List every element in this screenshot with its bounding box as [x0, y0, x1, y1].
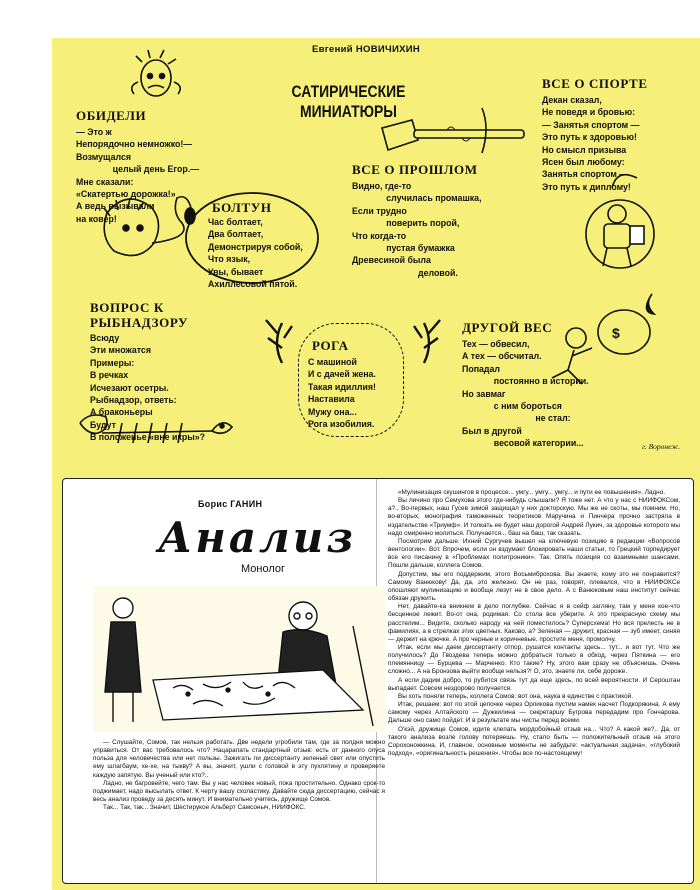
story-title: Анализ [158, 513, 357, 562]
section-text-rybnadzor: Всюду Эти множатся Примеры: В речках Исчезают осетры. Рыбнадзор, ответь: А браконьеры Будут В положенье «вне икры»? [90, 333, 205, 443]
schema-cartoon [93, 586, 385, 732]
section-text-proshlom: Видно, где-то случилась промашка, Если трудно поверить порой, Что когда-то пустая бумажка Древесиной была деловой. [352, 181, 482, 278]
left-paragraph: — Слушайте, Сомов, так нельзя работать. Две недели угробили там, где за полдня можно управиться. От вас требовалось что? Нацарапать стандартный отзыв: есть от данного опуса польза для человечества или нет пользы. Зажигать ли диссертанту зеленый свет или опустить ему шлагбаум, хе-хе, на тыкву? А вы, значит, ушли с головой в эту пухлятину и проверяете каждую запятую. Вы ученый или кто?.. [93, 739, 385, 779]
right-paragraph: Допустим, мы его поддержим, этого Восьмиброхова. Вы знаете, кому это не понравится? Самому Ванюкову! Да, да, это железно. Он не раз, говорят, плевался, что в НИИФОКСе опошляют мулинизацию и вообще лезут не в свое дело. А с Ванюковым наш институт сейчас обязан дружить. [388, 570, 680, 603]
right-paragraph: Вы хоть поняли теперь, коллега Сомов: вот она, наука в единстве с практикой. [398, 692, 633, 700]
bottom-author: Борис ГАНИН [198, 499, 263, 509]
right-column [388, 489, 680, 758]
main-title: САТИРИЧЕСКИЕ МИНИАТЮРЫ [291, 82, 406, 121]
section-text-sport: Декан сказал, Не поведя и бровью: — Занятья спортом — Это путь к здоровью! Но смысл призыва Ясен был любому: Занятья спортом — Это путь к диплому! [542, 95, 640, 192]
left-paragraph: Так... Так, так... Значит, Шестирукое Альберт Самсоныч, НИИФОКС. [103, 804, 306, 812]
section-title-rybnadzor: ВОПРОС К РЫБНАДЗОРУ [90, 300, 189, 330]
right-paragraph: Посмотрим дальше. Ихний Сургучев вышел на ключевую позицию в редакции «Вопросов вентологии». Вот. Впрочем, если он вздумает блокировать наши статьи, то Грецкий торпедирует все его писанину в «Проблемах политроники». Так. Опять позиция со взаимными шансами. Пошли дальше, коллега Сомов. [388, 537, 680, 570]
section-text-boltun: Час болтает, Два болтает, Демонстрируя собой, Что язык, Увы, бывает Ахиллесовой пятой. [208, 217, 303, 290]
right-paragraph: О'кэй, дружище Сомов, идите клепать мордобойный отзыв на... Что? А какой же?.. Да, от такого анализа возле голову потеряешь. Ну, стало быть — положительный отзыв на этого Сорохоножкина. И, главное, основные моменты не забудьте: «актуальная задача», «глубокий подход», «оригинальность решения». Чтобы все по-настоящему! [388, 725, 680, 757]
section-title-drugoy-ves: ДРУГОЙ ВЕС [462, 320, 553, 335]
right-paragraph: Вы личино про Семухова этого где-нибудь слышали? Я тоже нет. А что у нас с НИИФОКСом, а?.. Во-первых, наш Гусев зимой защищал у них докторскую. Мы же не скоты, мы помним. Но, во-вторых, монография таможенных теоретиков Маручина и Пинчера прочно застряла в издательстве «Триумф». И толкать ее будет наш дорогой Андрей Лукич, за здоровье которого мы надо смиренно молиться. Получается... баш на баш, так сказать. [388, 497, 680, 537]
analiz-panel [52, 466, 700, 890]
svg-text:$: $ [612, 325, 620, 341]
right-paragraph: А если дадим добро, то рубится связь тут да еще здесь, по всей вероятности. И Сероштан выпадает. Совсем нездорово получается. [388, 676, 680, 692]
section-text-drugoy-ves: Тех — обвесил, А тех — обсчитал. Попадал постоянно в истории. Но завмаг с ним бороться не стал: Был в другой весовой категории... [462, 339, 589, 449]
section-title-sport: ВСЕ О СПОРТЕ [542, 76, 648, 91]
section-title-obideli: ОБИДЕЛИ [76, 108, 147, 123]
story-subtitle: Монолог [241, 563, 286, 575]
satire-panel [52, 38, 700, 466]
grumpy-face-icon [132, 50, 181, 96]
left-column [93, 739, 385, 812]
section-title-roga: РОГА [312, 338, 349, 353]
axe-icon [382, 108, 524, 153]
section-title-proshlom: ВСЕ О ПРОШЛОМ [352, 162, 478, 177]
top-author: Евгений НОВИЧИХИН [312, 44, 421, 55]
right-paragraph: Итак, если мы даем диссертанту отпор, рушатся контакты здесь... тут... и вот тут. Что же получилось? До Гвоздева теперь можно добраться только в обход, через Пяткина — его племянницу — Бурцева — Марченко. Кто такие? Ну, этого вам сразу не объяснишь. Очень сложно... А на Бронзова выйти вообще нельзя?! О, это, знаете ли, себе дороже. [388, 643, 680, 676]
open-book [62, 478, 694, 884]
right-paragraph: «Мулинизация скушингов в процессе... умгу... умгу... умгу... и пути ее повышения». Ладно. [398, 489, 666, 496]
section-text-roga: С машиной И с дачей жена. Такая идиллия! Наставила Мужу она... Рога изобилия. [308, 357, 376, 430]
left-paragraph: Ладно, не багровейте, чего там. Вы у нас человек новый, пока простительно. Однако срок-то поджимает, надо высылать ответ. К черту вашу схоластику. Давайте сюда диссертацию, сейчас я весь анализ проведу за десять минут. И внимательно учитесь, дружище Сомов. [93, 779, 385, 804]
right-paragraph: Итак, решаем: вот по этой цепочке через Орликова пустим намек насчет Подкорякина. А ему самому через Алтайского — Дужкилина — секретаршу Бугрова передадим про Гончарова. Дальше оно само пойдет. И в результате мы чисты перед всеми. [388, 701, 680, 725]
section-title-boltun: БОЛТУН [212, 200, 272, 215]
section-text-obideli: — Это ж Непорядочно немножко!— Возмущался целый день Егор.— Мне сказали: «Скатертью дорожка!» А ведь вызывали на ковер! [76, 127, 199, 224]
right-paragraph: Нет, давайте-ка вникнем в дело поглубже. Сейчас я в сейф загляну, там у меня кое-что бесценное лежит. Во-от она, родимая. Со стола все уберите. А это прекрасную схему мы расстелим... Видите, сколько народу на ней поместилось? Суперсхема! Но вся прелесть не в фамилиях, а в стрелках этих цветных. Каково, а? Зеленая — дружит, красная — зуб имеет, синяя — держит на крючке. А про черные и коричневые, простите меня, промолчу. [388, 603, 680, 643]
credit-city: г. Воронеж. [642, 442, 681, 451]
